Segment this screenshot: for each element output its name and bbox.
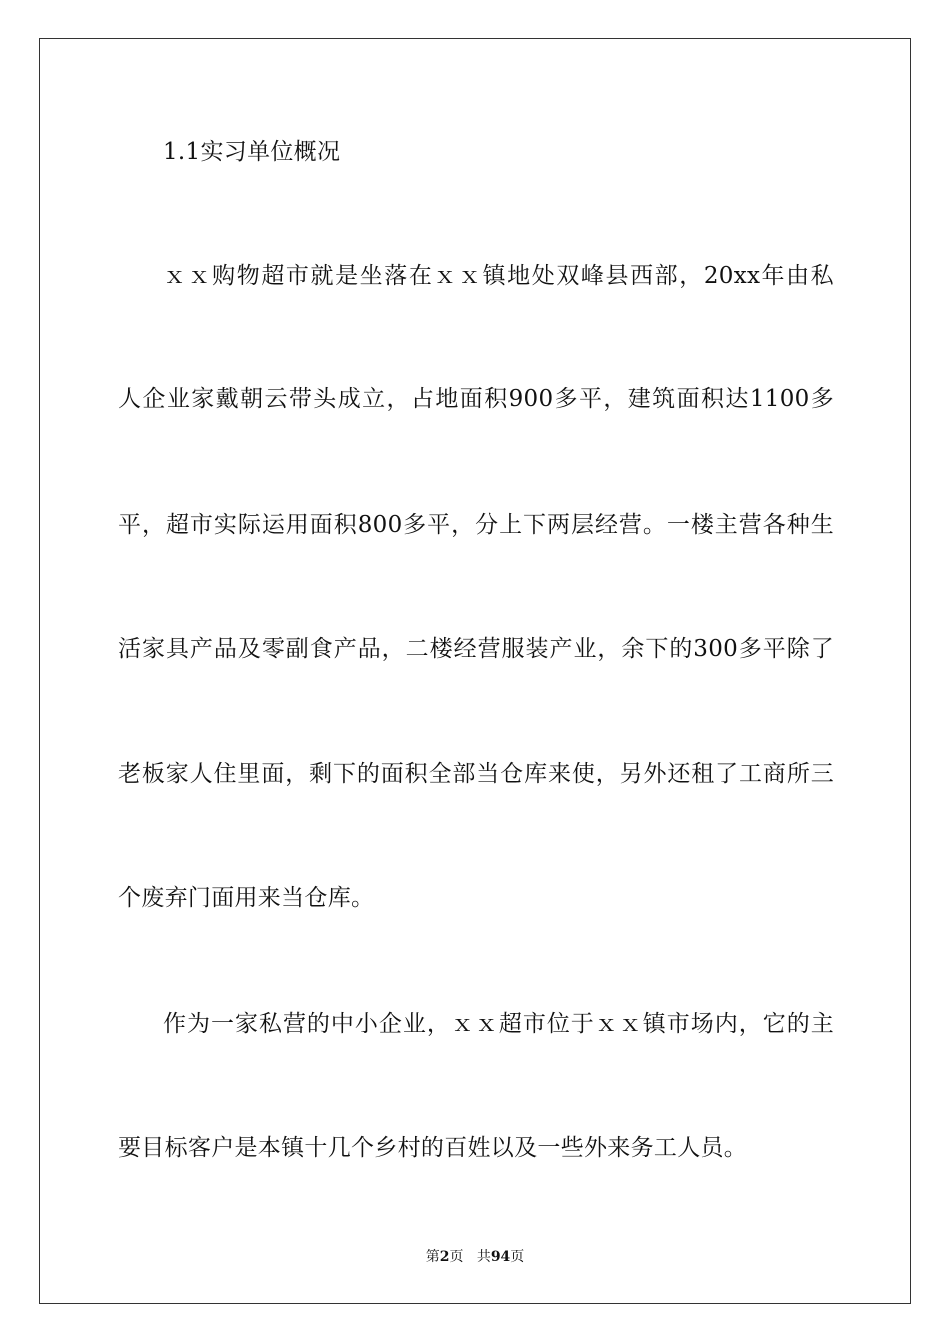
page-border <box>39 38 911 1304</box>
footer-page-prefix: 第 <box>425 1249 440 1265</box>
paragraph-2-line-1: 作为一家私营的中小企业，ｘｘ超市位于ｘｘ镇市场内，它的主 <box>163 1011 834 1037</box>
paragraph-1-line-6: 个废弃门面用来当仓库。 <box>118 885 375 911</box>
paragraph-2-line-2: 要目标客户是本镇十几个乡村的百姓以及一些外来务工人员。 <box>118 1135 748 1161</box>
section-heading: 1.1实习单位概况 <box>163 139 341 165</box>
footer-total-pages: 94 <box>490 1249 511 1265</box>
footer-page-number: 2 <box>439 1249 450 1265</box>
paragraph-1-line-4: 活家具产品及零副食产品，二楼经营服装产业，余下的300多平除了 <box>118 636 834 662</box>
paragraph-1-line-1: ｘｘ购物超市就是坐落在ｘｘ镇地处双峰县西部，20xx年由私 <box>163 263 834 289</box>
paragraph-1-line-2: 人企业家戴朝云带头成立，占地面积900多平，建筑面积达1100多 <box>118 386 834 412</box>
page-footer <box>0 1248 950 1266</box>
footer-total-suffix: 页 <box>510 1249 525 1265</box>
paragraph-1-line-5: 老板家人住里面，剩下的面积全部当仓库来使，另外还租了工商所三 <box>118 761 834 787</box>
footer-total-prefix: 共 <box>476 1249 491 1265</box>
footer-page-suffix: 页 <box>449 1249 464 1265</box>
paragraph-1-line-3: 平，超市实际运用面积800多平，分上下两层经营。一楼主营各种生 <box>118 512 834 538</box>
